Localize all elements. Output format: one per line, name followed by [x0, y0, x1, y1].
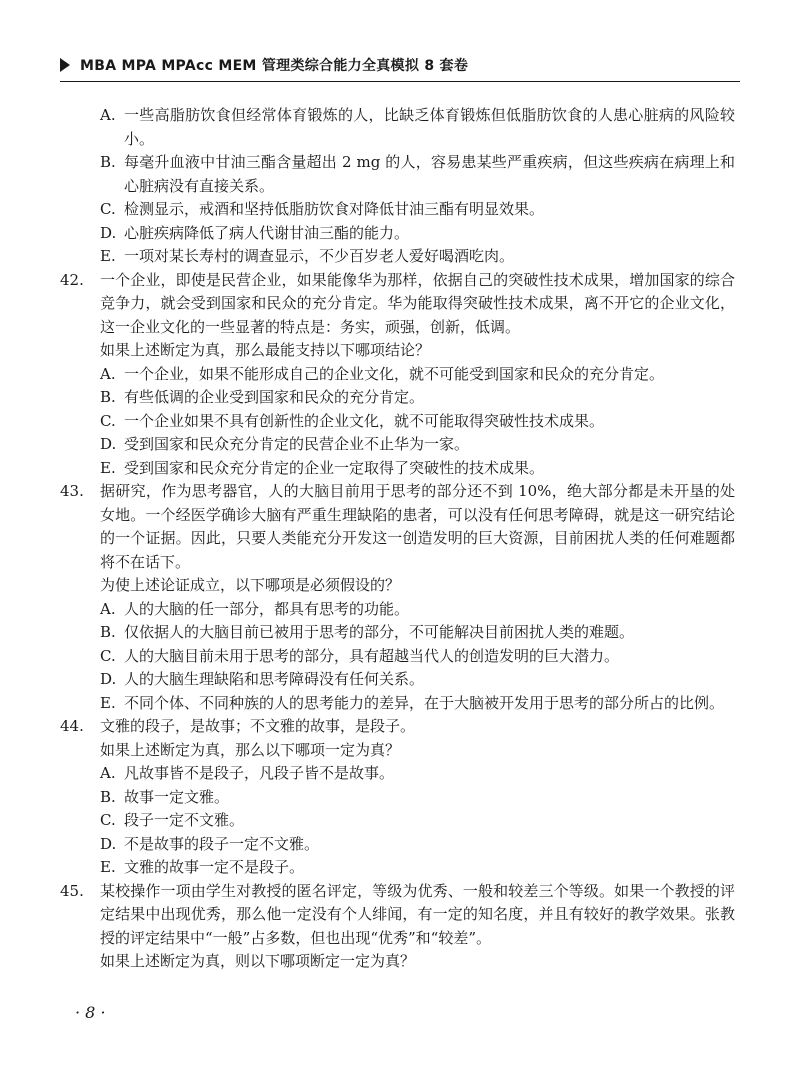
question-45 [60, 880, 735, 974]
question-stem [60, 269, 735, 340]
option-text: 心脏疾病降低了病人代谢甘油三酯的能力。 [124, 223, 410, 242]
option [60, 809, 735, 833]
option-label: C. [100, 646, 116, 665]
question-42 [60, 269, 735, 481]
option-text: 凡故事皆不是段子，凡段子皆不是故事。 [124, 764, 395, 782]
option-text: 受到国家和民众充分肯定的企业一定取得了突破性的技术成果。 [124, 458, 545, 477]
option [60, 621, 735, 645]
option [60, 151, 735, 198]
option-label: B. [100, 623, 116, 641]
option-label: A. [100, 106, 116, 124]
option [60, 457, 735, 481]
option [60, 386, 735, 410]
option-label: B. [100, 388, 116, 406]
option-label: C. [100, 200, 116, 218]
option-text: 文雅的故事一定不是段子。 [124, 858, 305, 876]
question-text: 据研究，作为思考器官，人的大脑目前用于思考的部分还不到 10%，绝大部分都是未开垦的处女地。一个经医学确诊大脑有严重生理缺陷的患者，可以没有任何思考障碍，就是这一研究结论的一个证据。因此，只要人类能充分开发这一创造发明的巨大资源，目前困扰人类的任何难题都将不在话下。 [100, 482, 735, 571]
option-text: 每毫升血液中甘油三酯含量超出 2 mg 的人，容易患某些严重疾病，但这些疾病在病理上和心脏病没有直接关系。 [124, 153, 735, 195]
option-text: 受到国家和民众充分肯定的民营企业不止华为一家。 [124, 435, 470, 453]
option-text: 一项对某长寿村的调查显示，不少百岁老人爱好喝酒吃肉。 [124, 247, 515, 265]
option-label: E. [100, 247, 116, 265]
question-prompt: 为使上述论证成立，以下哪项是必须假设的？ [100, 576, 401, 594]
option [60, 104, 735, 151]
option-label: B. [100, 787, 116, 806]
option-text: 仅依据人的大脑目前已被用于思考的部分，不可能解决目前困扰人类的难题。 [124, 623, 635, 641]
option-text: 检测显示，戒酒和坚持低脂肪饮食对降低甘油三酯有明显效果。 [124, 200, 545, 218]
option-label: D. [100, 435, 117, 453]
question-text: 文雅的段子，是故事；不文雅的故事，是段子。 [100, 717, 416, 735]
option-label: B. [100, 153, 116, 171]
option-label: A. [100, 599, 116, 618]
option-text: 不是故事的段子一定不文雅。 [124, 834, 320, 853]
header-arrow-icon [60, 58, 70, 72]
question-number: 42. [60, 270, 84, 289]
option-text: 一个企业，如果不能形成自己的企业文化，就不可能受到国家和民众的充分肯定。 [124, 364, 665, 383]
option-text: 人的大脑目前未用于思考的部分，具有超越当代人的创造发明的巨大潜力。 [124, 646, 620, 665]
question-prompt: 如果上述断定为真，那么最能支持以下哪项结论？ [100, 341, 431, 359]
option [60, 856, 735, 880]
option [60, 786, 735, 810]
q41-options [60, 104, 735, 269]
option-label: A. [100, 364, 116, 383]
option-text: 一些高脂肪饮食但经常体育锻炼的人，比缺乏体育锻炼但低脂肪饮食的人患心脏病的风险较小。 [124, 106, 735, 148]
question-stem [60, 715, 735, 739]
option-label: D. [100, 223, 117, 242]
header-rule [60, 81, 740, 82]
option-label: C. [100, 811, 116, 829]
option [60, 668, 735, 692]
option-text: 段子一定不文雅。 [124, 811, 245, 829]
option [60, 598, 735, 622]
question-number: 43. [60, 482, 84, 500]
option [60, 692, 735, 716]
option [60, 363, 735, 387]
question-44 [60, 715, 735, 880]
option [60, 410, 735, 434]
option-label: C. [100, 411, 116, 430]
question-number: 44. [60, 717, 84, 735]
option-label: E. [100, 693, 116, 712]
running-header [60, 55, 740, 77]
page-content [60, 104, 735, 974]
option-label: D. [100, 670, 117, 688]
option-text: 人的大脑的任一部分，都具有思考的功能。 [124, 599, 410, 618]
option-text: 有些低调的企业受到国家和民众的充分肯定。 [124, 388, 425, 406]
question-43 [60, 480, 735, 715]
question-prompt: 如果上述断定为真，那么以下哪项一定为真？ [100, 740, 401, 759]
question-stem [60, 480, 735, 574]
option-text: 不同个体、不同种族的人的思考能力的差异，在于大脑被开发用于思考的部分所占的比例。 [124, 693, 725, 712]
option-text: 故事一定文雅。 [124, 787, 230, 806]
option [60, 245, 735, 269]
option [60, 762, 735, 786]
option-label: E. [100, 858, 116, 876]
option [60, 645, 735, 669]
option-text: 一个企业如果不具有创新性的企业文化，就不可能取得突破性技术成果。 [124, 411, 605, 430]
option [60, 433, 735, 457]
option-label: E. [100, 458, 116, 477]
option-label: D. [100, 834, 117, 853]
question-text: 一个企业，即使是民营企业，如果能像华为那样，依据自己的突破性技术成果，增加国家的综合竞争力，就会受到国家和民众的充分肯定。华为能取得突破性技术成果，离不开它的企业文化，这一企业文化的一些显著的特点是：务实，顽强，创新，低调。 [100, 270, 735, 336]
option [60, 833, 735, 857]
option [60, 222, 735, 246]
option-label: A. [100, 764, 116, 782]
header-title: MBA MPA MPAcc MEM 管理类综合能力全真模拟 8 套卷 [80, 58, 469, 74]
option [60, 198, 735, 222]
page-number: · 8 · [75, 1003, 106, 1022]
question-number: 45. [60, 881, 84, 900]
question-text: 某校操作一项由学生对教授的匿名评定，等级为优秀、一般和较差三个等级。如果一个教授的评定结果中出现优秀，那么他一定没有个人绯闻，有一定的知名度，并且有较好的教学效果。张教授的评定结果中“一般”占多数，但也出现“优秀”和“较差”。 [100, 881, 735, 947]
question-stem [60, 880, 735, 951]
option-text: 人的大脑生理缺陷和思考障碍没有任何关系。 [124, 670, 425, 688]
question-prompt: 如果上述断定为真，则以下哪项断定一定为真？ [100, 952, 416, 970]
